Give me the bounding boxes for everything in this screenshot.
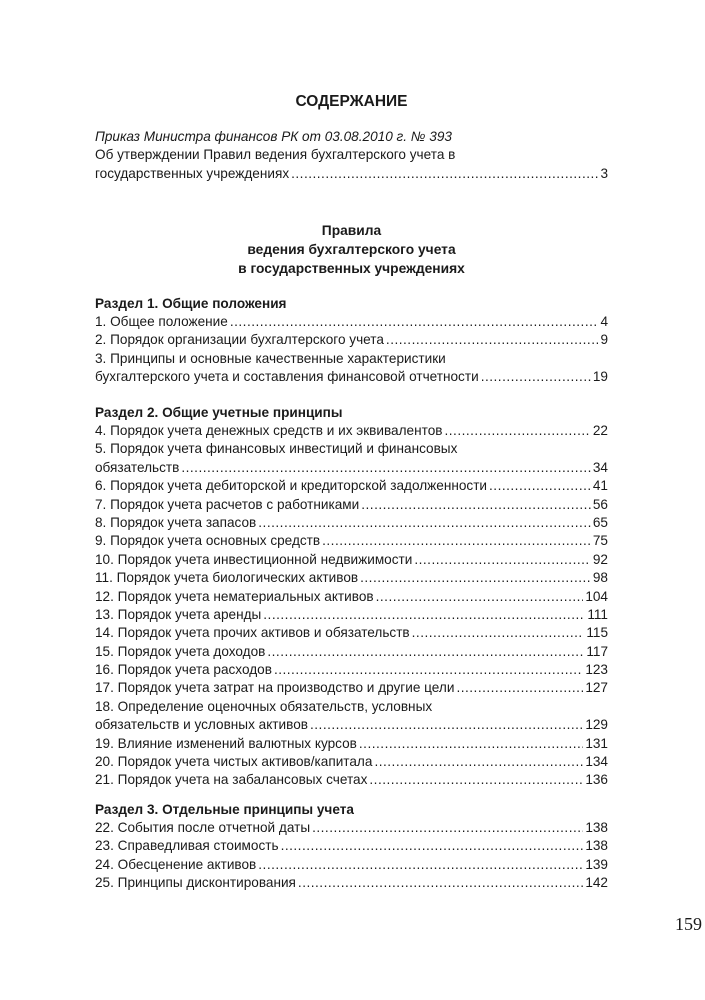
- toc-entry[interactable]: [95, 679, 608, 697]
- toc-entry-continued: 3. Принципы и основные качественные характеристики: [95, 350, 446, 366]
- toc-entry-page: 136: [585, 772, 608, 788]
- toc-entry-page: 134: [585, 754, 608, 770]
- dot-leader: [267, 643, 584, 661]
- toc-entry-page: 111: [587, 606, 608, 622]
- toc-entry[interactable]: [95, 856, 608, 874]
- toc-entry-title: 2. Порядок организации бухгалтерского учета: [95, 332, 384, 348]
- dot-leader: [291, 165, 598, 183]
- dot-leader: [412, 624, 585, 642]
- dot-leader: [414, 551, 591, 569]
- page-number: 159: [675, 914, 702, 934]
- toc-entry[interactable]: [95, 422, 608, 440]
- toc-entry-page: 41: [592, 478, 608, 494]
- toc-entry-page: 115: [586, 625, 608, 641]
- toc-entry-page: 138: [585, 838, 608, 854]
- toc-entry[interactable]: [95, 606, 608, 624]
- dot-leader: [374, 753, 583, 771]
- toc-entry[interactable]: [95, 313, 608, 331]
- toc-entry-title: 15. Порядок учета доходов: [95, 643, 266, 659]
- toc-entry-title: 10. Порядок учета инвестиционной недвижимости: [95, 551, 413, 567]
- dot-leader: [181, 459, 591, 477]
- order-toc-row[interactable]: [95, 165, 608, 183]
- toc-entry[interactable]: [95, 735, 608, 753]
- toc-entry[interactable]: [95, 837, 608, 855]
- toc-entry-page: 9: [600, 332, 608, 348]
- toc-entry-continued: 18. Определение оценочных обязательств, условных: [95, 698, 433, 714]
- section-title: Раздел 2. Общие учетные принципы: [95, 405, 343, 420]
- toc-entry-page: 75: [592, 533, 608, 549]
- toc-entry-page: 92: [592, 551, 608, 567]
- toc-entry[interactable]: [95, 643, 608, 661]
- toc-entry[interactable]: [95, 496, 608, 514]
- toc-entry-title: 20. Порядок учета чистых активов/капитала: [95, 754, 373, 770]
- toc-entry-page: 117: [586, 643, 608, 659]
- dot-leader: [360, 569, 591, 587]
- toc-section: [95, 294, 608, 387]
- rules-title-line: ведения бухгалтерского учета: [247, 241, 456, 257]
- page-title: СОДЕРЖАНИЕ: [295, 93, 408, 110]
- rules-title-line: Правила: [321, 223, 382, 238]
- toc-entry[interactable]: [95, 514, 608, 532]
- toc-entry-title: 13. Порядок учета аренды: [95, 606, 262, 622]
- toc-entry[interactable]: [95, 753, 608, 771]
- toc-entry[interactable]: [95, 588, 608, 606]
- toc-entry-page: 19: [592, 369, 608, 385]
- section-title: Раздел 3. Отдельные принципы учета: [95, 802, 354, 817]
- toc-entry-title: 25. Принципы дисконтирования: [95, 875, 296, 891]
- toc-entry[interactable]: [95, 532, 608, 550]
- toc-entry-page: 142: [585, 875, 608, 891]
- toc-entry[interactable]: [95, 477, 608, 495]
- toc-entry-title: 7. Порядок учета расчетов с работниками: [95, 496, 360, 512]
- toc-entry-page: 131: [585, 735, 608, 751]
- toc-entry-page: 4: [600, 314, 608, 329]
- toc-entry[interactable]: [95, 569, 608, 587]
- dot-leader: [359, 735, 583, 753]
- toc-entry-title: обязательств и условных активов: [95, 717, 308, 733]
- dot-leader: [263, 606, 585, 624]
- dot-leader: [281, 837, 584, 855]
- toc-entry[interactable]: [95, 874, 608, 892]
- toc-entry-continued: 5. Порядок учета финансовых инвестиций и финансовых: [95, 441, 458, 457]
- toc-entry-title: 9. Порядок учета основных средств: [95, 533, 321, 549]
- toc-entry[interactable]: [95, 771, 608, 789]
- rules-title-line: в государственных учреждениях: [238, 260, 465, 276]
- toc-entry-page: 34: [592, 459, 608, 475]
- toc-section: [95, 800, 608, 893]
- toc-entry-title: 12. Порядок учета нематериальных активов: [95, 588, 374, 604]
- toc-entry-page: 127: [585, 680, 608, 696]
- order-heading: Приказ Министра финансов РК от 03.08.2010 г. № 393: [95, 129, 452, 144]
- order-line-1: Об утверждении Правил ведения бухгалтерского учета в: [95, 147, 456, 163]
- toc-entry-page: 138: [585, 820, 608, 835]
- toc-entry-title: 8. Порядок учета запасов: [95, 514, 257, 530]
- dot-leader: [489, 477, 591, 495]
- toc-entry-title: 21. Порядок учета на забалансовых счетах: [95, 772, 368, 788]
- section-title: Раздел 1. Общие положения: [95, 296, 287, 311]
- toc-entry-title: бухгалтерского учета и составления финансовой отчетности: [95, 369, 479, 385]
- toc-entry[interactable]: [95, 459, 608, 477]
- toc-entry[interactable]: [95, 624, 608, 642]
- dot-leader: [312, 819, 583, 837]
- dot-leader: [258, 856, 583, 874]
- dot-leader: [230, 313, 599, 331]
- toc-entry-title: 24. Обесценение активов: [95, 856, 257, 872]
- dot-leader: [274, 661, 583, 679]
- dot-leader: [322, 532, 591, 550]
- dot-leader: [386, 331, 599, 349]
- dot-leader: [310, 716, 583, 734]
- dot-leader: [361, 496, 591, 514]
- order-page: 3: [600, 165, 608, 181]
- dot-leader: [298, 874, 583, 892]
- toc-entry-title: 1. Общее положение: [95, 314, 228, 329]
- toc-entry-page: 104: [585, 588, 608, 604]
- dot-leader: [456, 679, 583, 697]
- dot-leader: [376, 588, 584, 606]
- dot-leader: [481, 368, 591, 386]
- toc-entry[interactable]: [95, 819, 608, 837]
- toc-entry-page: 56: [592, 496, 608, 512]
- toc-entry-title: 16. Порядок учета расходов: [95, 662, 272, 678]
- toc-entry-page: 98: [592, 570, 608, 586]
- toc-entry-page: 22: [592, 423, 608, 438]
- toc-entry-title: 23. Справедливая стоимость: [95, 838, 279, 854]
- toc-entry-title: 4. Порядок учета денежных средств и их эквивалентов: [95, 423, 443, 438]
- toc-entry-title: 22. События после отчетной даты: [95, 820, 311, 835]
- toc-entry-title: 17. Порядок учета затрат на производство и другие цели: [95, 680, 455, 696]
- dot-leader: [444, 422, 590, 440]
- toc-section: [95, 403, 608, 790]
- order-entry: [95, 128, 608, 183]
- dot-leader: [258, 514, 591, 532]
- toc-entry-title: 6. Порядок учета дебиторской и кредиторской задолженности: [95, 478, 488, 494]
- toc-entry[interactable]: [95, 716, 608, 734]
- toc-entry[interactable]: [95, 551, 608, 569]
- toc-entry[interactable]: [95, 331, 608, 349]
- toc-entry-title: 14. Порядок учета прочих активов и обязательств: [95, 625, 410, 641]
- toc-entry-page: 123: [585, 662, 608, 678]
- toc-entry[interactable]: [95, 661, 608, 679]
- toc-entry-page: 139: [585, 856, 608, 872]
- toc-entry-title: 19. Влияние изменений валютных курсов: [95, 735, 357, 751]
- dot-leader: [369, 771, 583, 789]
- order-line-2: государственных учреждениях: [95, 165, 290, 181]
- toc-entry-page: 65: [592, 514, 608, 530]
- toc-entry-page: 129: [585, 717, 608, 733]
- toc-entry-title: обязательств: [95, 459, 180, 475]
- toc-entry-title: 11. Порядок учета биологических активов: [95, 570, 359, 586]
- rules-title: [95, 222, 608, 278]
- toc-entry[interactable]: [95, 368, 608, 386]
